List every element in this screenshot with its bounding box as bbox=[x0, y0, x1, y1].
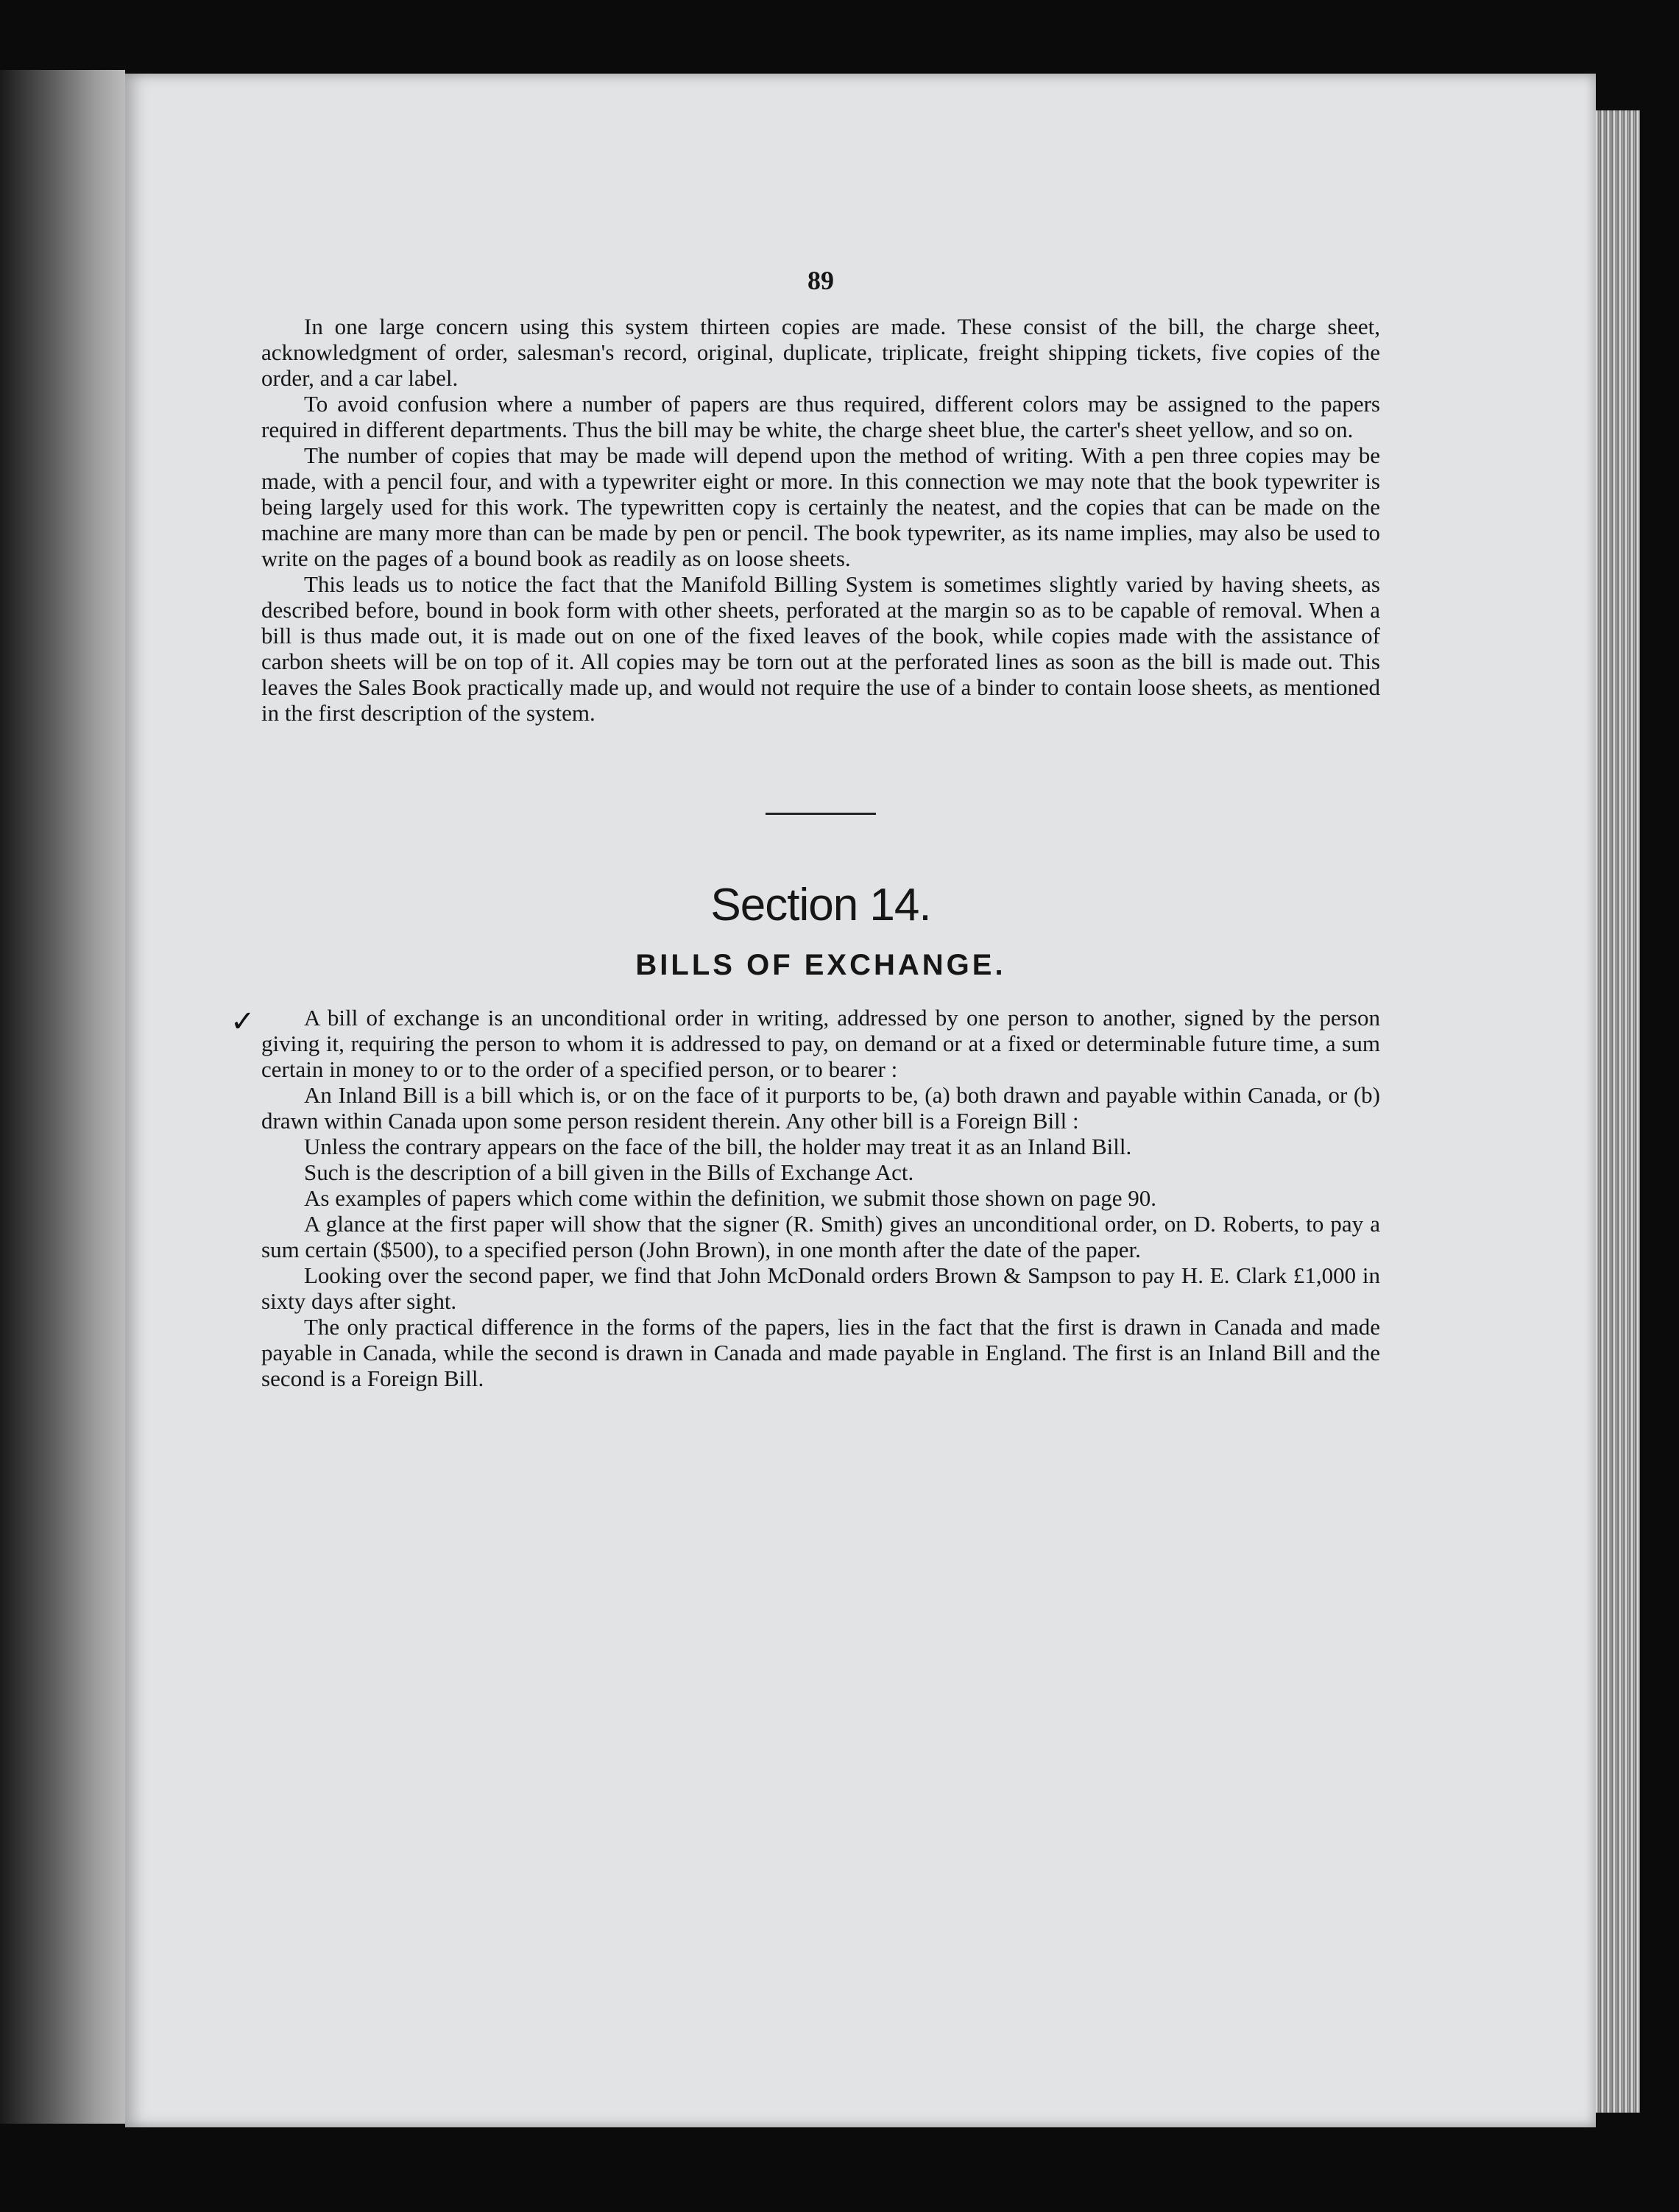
paragraph: This leads us to notice the fact that the Manifold Billing System is sometimes slightly varied by having sheets, as described before, bound in book form with other sheets, perforated at the margin so as to be capable of removal. When a bill is thus made out, it is made out on one of the fixed leaves of the book, while copies made with the assistance of carbon sheets will be on top of it. All copies may be torn out at the perforated lines as soon as the bill is made out. This leaves the Sales Book practically made up, and would not require the use of a binder to contain loose sheets, as mentioned in the first description of the system. bbox=[261, 571, 1380, 726]
paragraph: The only practical difference in the forms of the papers, lies in the fact that the first is drawn in Canada and made payable in Canada, while the second is drawn in Canada and made payable in England. The first is an Inland Bill and the second is a Foreign Bill. bbox=[261, 1314, 1380, 1391]
first-paragraph-wrapper bbox=[230, 1005, 1380, 1082]
paragraph: Looking over the second paper, we find that John McDonald orders Brown & Sampson to pay H. E. Clark £1,000 in sixty days after sight. bbox=[261, 1262, 1380, 1314]
check-mark-icon: ✓ bbox=[230, 1005, 255, 1039]
paragraph: The number of copies that may be made will depend upon the method of writing. With a pen three copies may be made, with a pencil four, and with a typewriter eight or more. In this connection we may note that the book typewriter is being largely used for this work. The typewritten copy is certainly the neatest, and the copies that can be made on the machine are many more than can be made by pen or pencil. The book typewriter, as its name implies, may also be used to write on the pages of a bound book as readily as on loose sheets. bbox=[261, 442, 1380, 571]
paragraph: Such is the description of a bill given in the Bills of Exchange Act. bbox=[304, 1159, 914, 1185]
paragraph: An Inland Bill is a bill which is, or on the face of it purports to be, (a) both drawn and payable within Canada, or (b) drawn within Canada upon some person resident therein. Any other bill is a Foreign Bill : bbox=[261, 1082, 1380, 1134]
paragraph: As examples of papers which come within the definition, we submit those shown on page 90. bbox=[304, 1185, 1156, 1211]
page-content bbox=[230, 265, 1380, 1391]
paragraph: Unless the contrary appears on the face of the bill, the holder may treat it as an Inland Bill. bbox=[304, 1134, 1132, 1159]
paragraph: In one large concern using this system thirteen copies are made. These consist of the bill, the charge sheet, acknowledgment of order, salesman's record, original, duplicate, triplicate, freight shipping tickets, five copies of the order, and a car label. bbox=[261, 314, 1380, 391]
book-page-edges bbox=[1596, 110, 1640, 2113]
page-number: 89 bbox=[807, 266, 834, 295]
paragraph: A glance at the first paper will show that the signer (R. Smith) gives an unconditional order, on D. Roberts, to pay a sum certain ($500), to a specified person (John Brown), in one month after the date of the paper. bbox=[261, 1211, 1380, 1262]
section-title: Section 14. bbox=[710, 880, 931, 930]
paragraph: A bill of exchange is an unconditional order in writing, addressed by one person to another, signed by the person giving it, requiring the person to whom it is addressed to pay, on demand or at a fixed or determinable future time, a sum certain in money to or to the order of a specified person, or to bearer : bbox=[261, 1005, 1380, 1082]
section-divider bbox=[766, 813, 876, 815]
paragraph: To avoid confusion where a number of papers are thus required, different colors may be assigned to the papers required in different departments. Thus the bill may be white, the charge sheet blue, the carter's sheet yellow, and so on. bbox=[261, 391, 1380, 442]
section-subtitle: BILLS OF EXCHANGE. bbox=[635, 949, 1006, 981]
left-page-edge bbox=[0, 70, 125, 2124]
